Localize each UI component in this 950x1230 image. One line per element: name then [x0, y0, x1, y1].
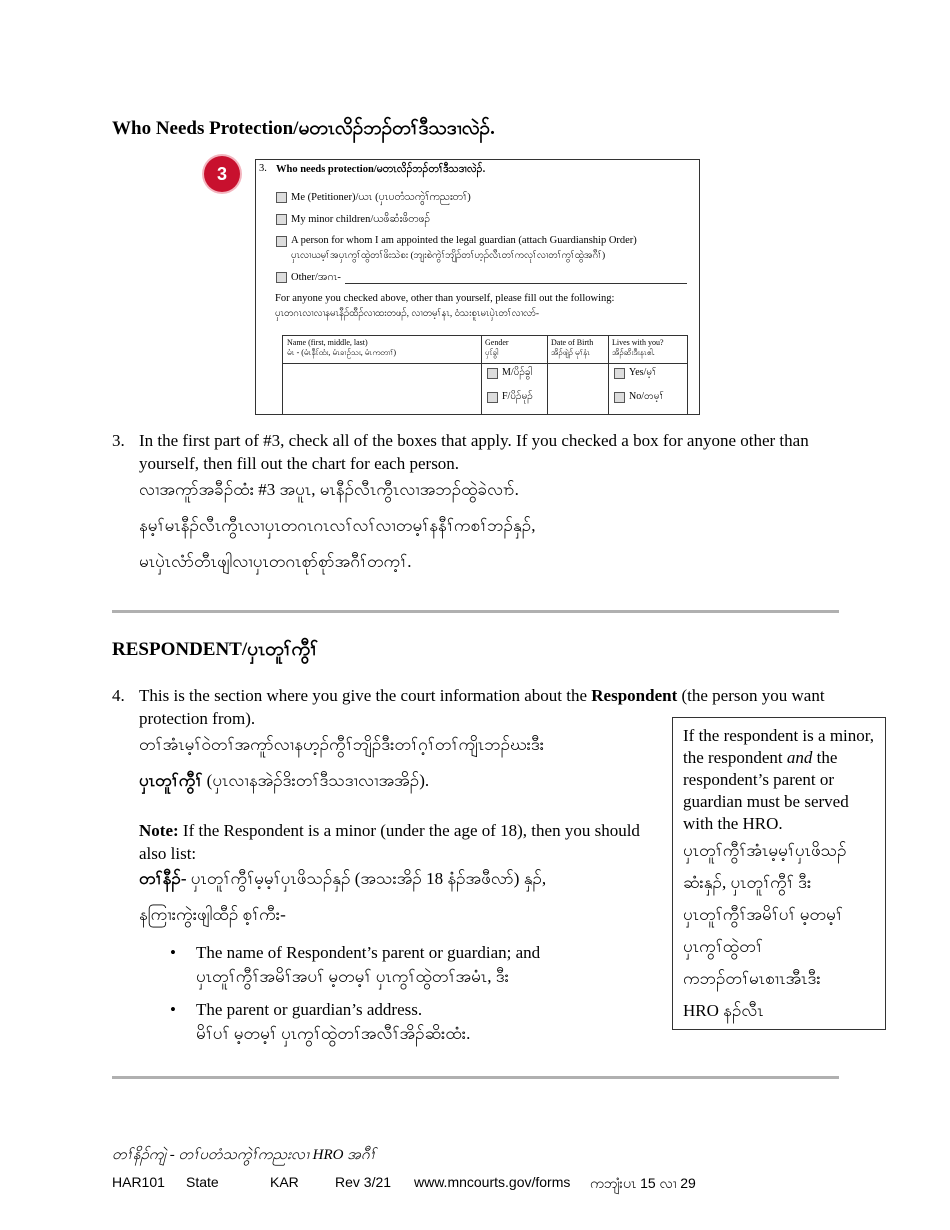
option-other: Other/အဂၤ-	[291, 272, 341, 283]
option-minor-children: My minor children/ယဖိဆံးဖိတဖၣ်	[291, 214, 431, 225]
gender-f-label: F/ပိၣ်မုၣ်	[502, 391, 533, 402]
footer-form-code: HAR101	[112, 1174, 165, 1190]
checkbox-gender-f	[487, 392, 498, 403]
item4-text: This is the section where you give the court information about the Respondent (the person you want protection from).	[139, 686, 825, 728]
table-header-name: Name (first, middle, last) မံၤ - (မံၤနီၤ်ထံး, မံၤခၢဉ်သး, မံၤကတၢၢ်)	[287, 338, 397, 357]
respondent-minor-notice-box: If the respondent is a minor, the respondent and the respondent’s parent or guardian must be served with the HRO. ပှၤတူၢ်ကွီၢ်အံၤမ့မ့ၢ်ပှၤဖိသၣ် ဆံးနှၣ်, ပှၤတူၢ်ကွီၢ် ဒီး ပှၤတူၢ်ကွီၢ်အမိၢ်ပၢ် မ့တမ့ၢ် ပှၤကွၢ်ထွဲတၢ် ကဘၣ်တၢ်မၤစၢၤအီၤဒီး HRO နၣ်လီၤ	[672, 717, 886, 1030]
form-excerpt-figure	[255, 159, 700, 415]
footer-rev: Rev 3/21	[335, 1174, 392, 1190]
item3-text: In the first part of #3, check all of the boxes that apply. If you checked a box for anyone other than yourself, then fill out the chart for each person.	[139, 431, 809, 473]
footer-page: ကဘျံးပၤ 15 လၢ 29	[590, 1175, 696, 1191]
form-title: Who needs protection/မတၤလိၣ်ဘၣ်တၢ်ဒီသဒၢလဲၣ်.	[276, 164, 486, 175]
table-header-dob: Date of Birth အိၣ်ဖျဲၣ် မုၢ်နံၤ	[551, 338, 594, 357]
other-line	[345, 283, 687, 284]
checkbox-lives-no	[614, 392, 625, 403]
form-instruction-kar: ပှၤတဂၤလၢလၢနမၤနီၣ်ထီၣ်လၢထးတဖၣ်, လၢတမ့ၢ်နၤ, ဝံသးစူၤမၤပှဲၤတၢ်လၢလာ်-	[275, 309, 540, 319]
note-kar: တၢ်နီၣ်- ပှၤတူၢ်ကွီၢ်မ့မ့ၢ်ပှၤဖိသၣ်နှၣ် (အသးအိၣ် 18 နံၣ်အဖီလာ်) နှၣ်, နကြၢးကွဲးဖျါထီၣ် စ့ၢ်ကီး-	[139, 869, 547, 924]
list-item: • The name of Respondent’s parent or guardian; and ပှၤတူၢ်ကွီၢ်အမိၢ်အပၢ် မ့တမ့ၢ် ပှၤကွၢ်ထွဲတၢ်အမံၤ, ဒီး	[170, 943, 541, 986]
divider-2	[112, 1076, 839, 1079]
note-text: Note: If the Respondent is a minor (under the age of 18), then you should also list:	[139, 821, 640, 863]
step-number-badge: 3	[204, 156, 240, 192]
option-legal-guardian: A person for whom I am appointed the legal guardian (attach Guardianship Order)	[291, 235, 637, 246]
item3-kar: လၢအကူာ်အခီၣ်ထံး #3 အပူၤ, မၤနီၣ်လီၤကွီၤလၢအဘၣ်ထွဲခဲလၢာ်. နမ့ၢ်မၤနီၣ်လီၤကွီၤလၢပှၤတဂၤဂၤလၢ်လၢ်လၢတမ့ၢ်နနီၢ်ကစၢ်ဘၣ်နှၣ်, မၤပှဲၤလံာ်တီၤဖျါလၢပှၤတဂၤစုာ်စုာ်အဂီၢ်တက့ၢ်.	[139, 480, 536, 571]
checkbox-minor-children	[276, 214, 287, 225]
footer-lang: KAR	[270, 1174, 299, 1190]
form-item-number: 3.	[259, 163, 267, 174]
section-heading-who-needs-protection: Who Needs Protection/မတၤလိၣ်ဘၣ်တၢ်ဒီသဒၢလဲၣ်.	[112, 118, 495, 139]
notice-english: If the respondent is a minor, the respondent and the respondent’s parent or guardian must be served with the HRO.	[683, 726, 874, 833]
table-header-gender: Gender ၦၤ်ခွါ	[485, 338, 509, 357]
gender-m-label: M/ပိၣ်ခွါ	[502, 367, 533, 378]
footer-title: တၢ်နိၣ်ကျဲ - တၢ်ပတံသကွဲၢ်ကညးလၢ HRO အဂီၢ်	[112, 1147, 376, 1163]
checkbox-lives-yes	[614, 368, 625, 379]
checkbox-legal-guardian	[276, 236, 287, 247]
footer-state: State	[186, 1174, 219, 1190]
checkbox-gender-m	[487, 368, 498, 379]
list-item: • The parent or guardian’s address. မိၢ်ပၢ် မ့တမ့ၢ် ပှၤကွၢ်ထွဲတၢ်အလီၢ်အိၣ်ဆိးထံး.	[170, 1000, 471, 1043]
item3-number: 3.	[112, 431, 125, 450]
option-me-petitioner: Me (Petitioner)/ယၤ (ပှၤပတံသကွဲၢ်ကညးတၢ်)	[291, 192, 471, 203]
table-header-lives-with: Lives with you? အိၣ်ဆိးဒီးနၤဧါ.	[612, 338, 664, 357]
form-instruction: For anyone you checked above, other than yourself, please fill out the following:	[275, 293, 615, 304]
item4-kar: တၢ်အံၤမ့ၢ်ဝဲတၢ်အကူာ်လၢနဟ့ၣ်ကွီၢ်ဘျိၣ်ဒီးတၢ်ဂ့ၢ်တၢ်ကျိၤဘၣ်ဃးဒီး ပှၤတူၢ်ကွီၢ် (ပှၤလၢနအဲၣ်ဒိးတၢ်ဒီသဒၢလၢအအိၣ်).	[139, 735, 545, 790]
item4-number: 4.	[112, 686, 125, 705]
footer-url[interactable]: www.mncourts.gov/forms	[414, 1174, 571, 1190]
checkbox-me-petitioner	[276, 192, 287, 203]
option-legal-guardian-kar: ပှၤလၢယမ့ၢ်အပှၤကွၢ်ထွဲတၢ်ဖိးသဲစး (ဘျးစဲကွဲၢ်ဘျိၣ်တၢ်ဟ့ၣ်လီၤတၢ်ကလုၢ်လၢတၢ်ကွၢ်ထွဲအဂီၢ်)	[291, 251, 606, 261]
person-table	[282, 335, 688, 415]
checkbox-other	[276, 272, 287, 283]
section-heading-respondent: RESPONDENT/ပှၤတူၢ်ကွီၢ်	[112, 639, 318, 660]
bullet-list	[170, 941, 640, 1047]
lives-yes-label: Yes/မ့ၢ်	[629, 367, 657, 378]
lives-no-label: No/တမ့ၢ်	[629, 391, 664, 402]
divider-1	[112, 610, 839, 613]
